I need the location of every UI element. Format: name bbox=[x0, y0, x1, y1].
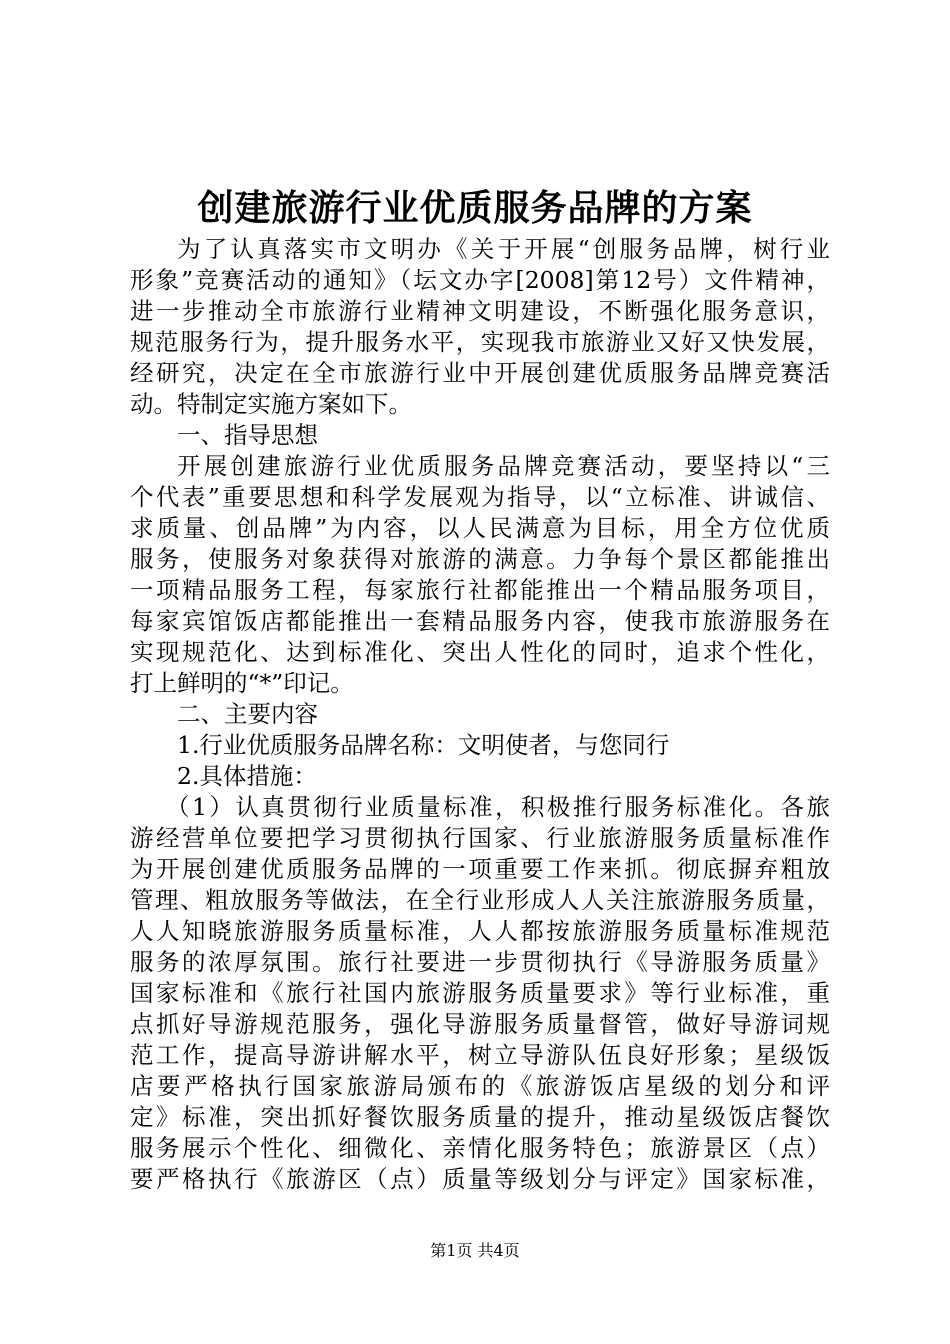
paragraph-line: 要严格执行《旅游区（点）质量等级划分与评定》国家标准， bbox=[130, 1165, 830, 1193]
paragraph-line: 每家宾馆饭店都能推出一套精品服务内容，使我市旅游服务在 bbox=[130, 607, 830, 635]
paragraph-line: 为了认真落实市文明办《关于开展“创服务品牌，树行业 bbox=[177, 235, 830, 263]
paragraph-line: 服务的浓厚氛围。旅行社要进一步贯彻执行《导游服务质量》 bbox=[130, 948, 830, 976]
paragraph-line: 动。特制定实施方案如下。 bbox=[130, 390, 412, 418]
section-heading: 二、主要内容 bbox=[177, 700, 318, 728]
paragraph-line: 点抓好导游规范服务，强化导游服务质量督管，做好导游词规 bbox=[130, 1010, 830, 1038]
paragraph-line: 游经营单位要把学习贯彻执行国家、行业旅游服务质量标准作 bbox=[130, 824, 830, 852]
section-heading: 一、指导思想 bbox=[177, 421, 318, 449]
paragraph-line: 范工作，提高导游讲解水平，树立导游队伍良好形象；星级饭 bbox=[130, 1041, 830, 1069]
paragraph-line: 管理、粗放服务等做法，在全行业形成人人关注旅游服务质量， bbox=[130, 886, 830, 914]
list-item: 1.行业优质服务品牌名称：文明使者，与您同行 bbox=[177, 731, 670, 759]
paragraph-line: 人人知晓旅游服务质量标准，人人都按旅游服务质量标准规范 bbox=[130, 917, 830, 945]
document-title: 创建旅游行业优质服务品牌的方案 bbox=[197, 187, 753, 229]
paragraph-line: 经研究，决定在全市旅游行业中开展创建优质服务品牌竞赛活 bbox=[130, 359, 830, 387]
paragraph-line: 打上鲜明的“*”印记。 bbox=[130, 669, 354, 697]
paragraph-line: 实现规范化、达到标准化、突出人性化的同时，追求个性化， bbox=[130, 638, 830, 666]
paragraph-line: 一项精品服务工程，每家旅行社都能推出一个精品服务项目， bbox=[130, 576, 830, 604]
paragraph-line: 店要严格执行国家旅游局颁布的《旅游饭店星级的划分和评 bbox=[130, 1072, 830, 1100]
paragraph-line: （1）认真贯彻行业质量标准，积极推行服务标准化。各旅 bbox=[166, 793, 830, 821]
paragraph-line: 进一步推动全市旅游行业精神文明建设，不断强化服务意识， bbox=[130, 297, 830, 325]
paragraph-line: 服务展示个性化、细微化、亲情化服务特色；旅游景区（点） bbox=[130, 1134, 830, 1162]
paragraph-line: 服务，使服务对象获得对旅游的满意。力争每个景区都能推出 bbox=[130, 545, 830, 573]
list-item: 2.具体措施： bbox=[177, 762, 317, 790]
paragraph-line: 开展创建旅游行业优质服务品牌竞赛活动，要坚持以“三 bbox=[177, 452, 830, 480]
paragraph-line: 求质量、创品牌”为内容，以人民满意为目标，用全方位优质 bbox=[130, 514, 830, 542]
paragraph-line: 定》标准，突出抓好餐饮服务质量的提升，推动星级饭店餐饮 bbox=[130, 1103, 830, 1131]
paragraph-line: 规范服务行为，提升服务水平，实现我市旅游业又好又快发展， bbox=[130, 328, 830, 356]
page-footer: 第1页 共4页 bbox=[430, 1241, 520, 1260]
document-body bbox=[130, 234, 830, 1195]
paragraph-line: 国家标准和《旅行社国内旅游服务质量要求》等行业标准，重 bbox=[130, 979, 830, 1007]
paragraph-line: 形象”竞赛活动的通知》（坛文办字[2008]第12号）文件精神， bbox=[130, 266, 830, 294]
paragraph-line: 为开展创建优质服务品牌的一项重要工作来抓。彻底摒弃粗放 bbox=[130, 855, 830, 883]
paragraph-line: 个代表”重要思想和科学发展观为指导，以“立标准、讲诚信、 bbox=[130, 483, 830, 511]
